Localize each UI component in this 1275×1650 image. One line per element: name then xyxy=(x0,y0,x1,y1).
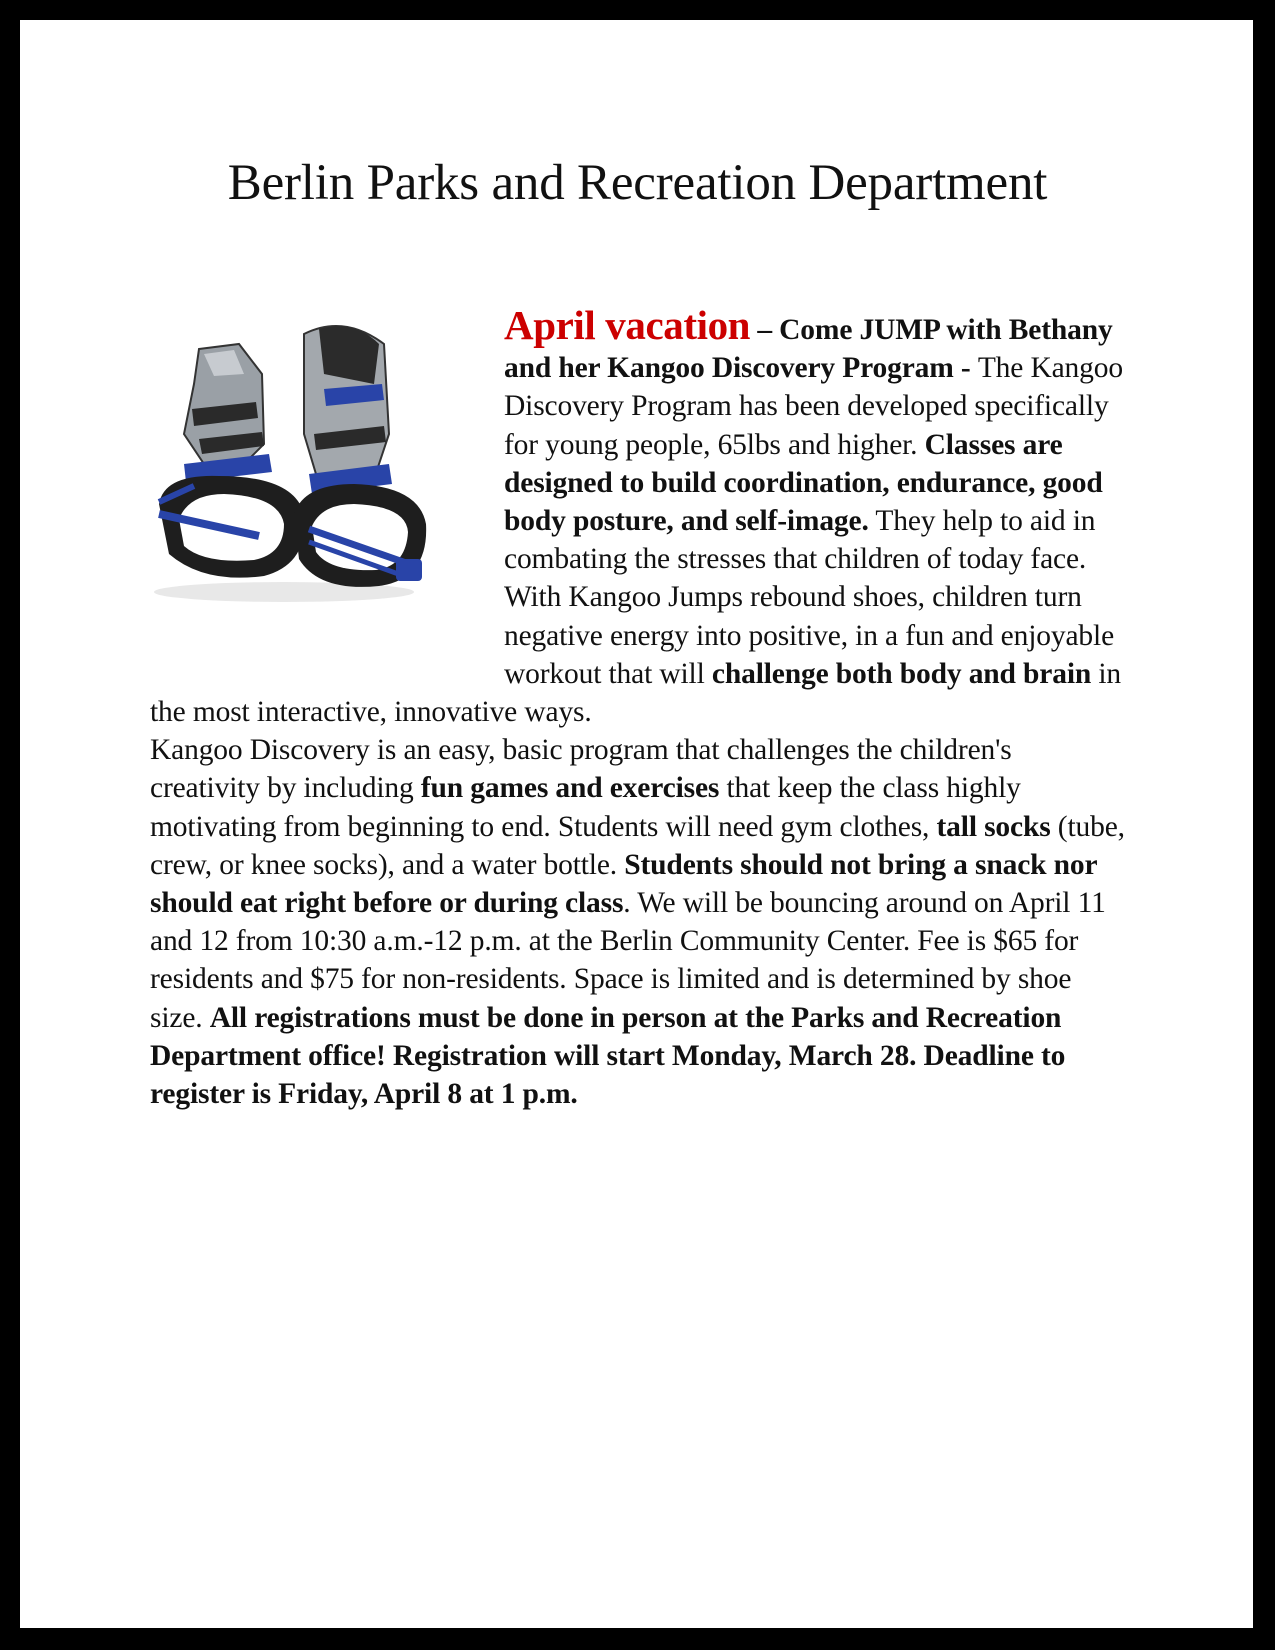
headline: April vacation xyxy=(504,302,751,348)
body-text: in the most interactive, innovative ways. xyxy=(150,657,1122,729)
page-title: Berlin Parks and Recreation Department xyxy=(227,155,1048,211)
body-text: that keep the class highly motivating from beginning to end. Students will need gym clothes, xyxy=(150,772,1021,843)
body-bold-text: Students should not bring a snack nor should eat right before or during class xyxy=(150,848,1097,920)
body-bold-text: fun games and exercises xyxy=(420,772,720,805)
body-text: . We will be bouncing around on April 11 and 12 from 10:30 a.m.-12 p.m. at the Berlin Community Center. Fee is $65 for residents and $75 for non-residents. Space is limited and is determined by shoe size. xyxy=(150,887,1106,1034)
body-text: They help to aid in combating the stresses that children of today face. With Kangoo Jumps rebound shoes, children turn negative energy into positive, in a fun and enjoyable workout that will xyxy=(504,505,1115,690)
body-text: Kangoo Discovery is an easy, basic program that challenges the children's creativity by including xyxy=(150,734,1012,805)
flyer-body xyxy=(150,302,1128,1113)
kangoo-jump-shoes-icon xyxy=(150,314,504,684)
subheadline: – Come JUMP with Bethany and her Kangoo Discovery Program - xyxy=(504,314,1113,385)
details-paragraph xyxy=(150,731,1128,1113)
registration-notice: All registrations must be done in person at the Parks and Recreation Department office! Registration will start Monday, March 28. Deadline to register is Friday, April 8 at 1 p.m. xyxy=(150,1001,1066,1111)
body-bold-text: tall socks xyxy=(936,810,1051,843)
body-text: The Kangoo Discovery Program has been developed specifically for young people, 65lbs and higher. xyxy=(504,352,1123,461)
body-text: (tube, crew, or knee socks), and a water bottle. xyxy=(150,810,1125,881)
body-bold-text: challenge both body and brain xyxy=(711,657,1092,690)
body-bold-text: Classes are designed to build coordination, endurance, good body posture, and self-image. xyxy=(504,428,1103,538)
